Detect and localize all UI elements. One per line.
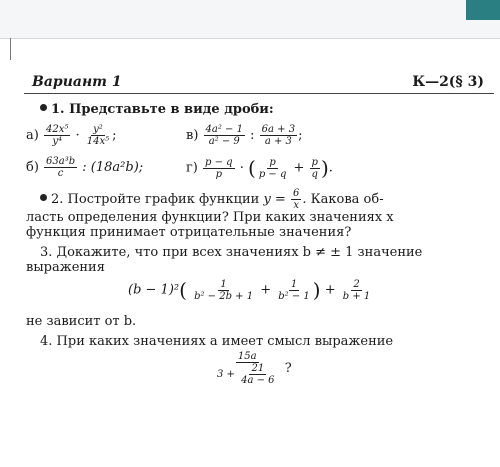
task3-line3: не зависит от b. [26, 314, 137, 329]
fraction: $\frac{\text{63a³b}}{c}$ [46, 156, 76, 179]
task4-expression: 15a 3 + $\frac{21}{4a - 6}$ ? [217, 351, 292, 386]
fraction: $\frac{p - q}{p}$ [205, 156, 233, 180]
task1-b-label: б) [26, 160, 39, 175]
fraction: $\frac{p}{q}$ [311, 156, 318, 180]
worksheet [18, 62, 492, 462]
task3-line2: выражения [26, 260, 105, 275]
header-divider [24, 93, 494, 94]
fraction: $\frac{1}{\text{b² − 2b + 1}}$ [194, 278, 254, 302]
fraction: $\frac{21}{4a - 6}$ [241, 363, 275, 386]
fraction: $\frac{p}{p - q}$ [258, 156, 287, 180]
compound-fraction: 15a 3 + $\frac{21}{4a - 6}$ [215, 351, 280, 386]
test-code: К—2(§ 3) [412, 74, 484, 90]
task1-v-label: в) [186, 128, 199, 143]
task2-line2: ласть определения функции? При каких значениях x [26, 210, 394, 225]
task2-line3: функция принимает отрицательные значения? [26, 225, 352, 240]
fraction: $\frac{\text{y²}}{\text{14x⁵}}$ [86, 124, 110, 147]
fraction: $\frac{\text{42x⁵}}{\text{y⁴}}$ [45, 124, 69, 147]
task1-a: а) $\frac{\text{42x⁵}}{\text{y⁴}}$ · $\frac{\text{y²}}{\text{14x⁵}}$ ; [26, 124, 117, 147]
bullet-icon [40, 104, 47, 111]
window-toolbar [0, 0, 500, 39]
bullet-icon [40, 194, 47, 201]
task1-b: б) $\frac{\text{63a³b}}{c}$ : (18a²b); [26, 156, 144, 179]
task4-line1: 4. При каких значениях a имеет смысл выражение [40, 334, 394, 349]
task3-line1: 3. Докажите, что при всех значениях b ≠ ± 1 значение [40, 245, 423, 260]
task2-line1: 2. Постройте график функции y = $\frac{6}{x}$ . Какова об- [40, 188, 384, 211]
page-edge-line [10, 38, 11, 60]
task1-v: в) $\frac{\text{4a² − 1}}{\text{a² − 9}}$ : $\frac{6a + 3}{a + 3}$ ; [186, 124, 303, 147]
fraction: $\frac{1}{\text{b² − 1}}$ [278, 278, 310, 302]
fraction: $\frac{2}{b + 1}$ [342, 278, 371, 302]
task1-g-label: г) [186, 160, 198, 176]
toolbar-accent [466, 0, 500, 20]
variant-title: Вариант 1 [32, 74, 122, 90]
task1-title [40, 102, 274, 117]
fraction: $\frac{6}{x}$ [292, 188, 300, 211]
fraction: $\frac{\text{4a² − 1}}{\text{a² − 9}}$ [205, 124, 243, 147]
task3-expression: (b − 1)²( $\frac{1}{\text{b² − 2b + 1}}$ + $\frac{1}{\text{b² − 1}}$ ) + $\frac{2}{b + 1}$ [128, 278, 371, 302]
task1-a-label: а) [26, 128, 39, 143]
task1-g: г) $\frac{p - q}{p}$ · ( $\frac{p}{p - q}$ + $\frac{p}{q}$ ). [186, 156, 333, 180]
fraction: $\frac{6a + 3}{a + 3}$ [261, 124, 296, 147]
task1-title-text: 1. Представьте в виде дроби: [51, 102, 274, 117]
compound-denominator: 3 + $\frac{21}{4a - 6}$ [217, 363, 275, 386]
